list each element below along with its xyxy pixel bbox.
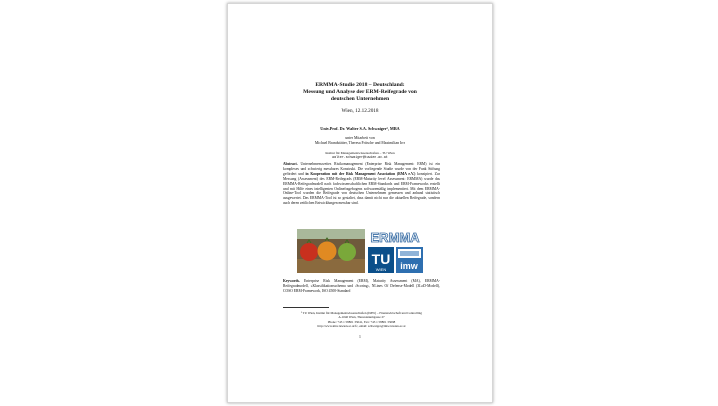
- abstract-text-1: Unternehmensweites Risikomanagement (Enterprise Risk Management: ERM) ist ein komplexes und schwierig messbares Konstrukt. Die vorliegende Studie wurde von der Funk Stiftung gefördert und: [283, 162, 440, 176]
- affiliation: [248, 151, 472, 160]
- collab-intro: unter Mitarbeit von: [345, 136, 375, 140]
- date-line: Wien, 12.12.2018: [341, 108, 379, 114]
- imw-logo: [396, 247, 423, 273]
- footnote-rule: [283, 307, 329, 308]
- footnote-line-3: Phone: +43 1 58801 33041, Fax: +43 1 58801 33098: [327, 319, 396, 324]
- page-number: 1: [359, 335, 361, 339]
- cover-figure: [297, 229, 423, 273]
- imw-logo-text: imw: [400, 261, 418, 271]
- ermma-logo-text: ERMMA: [370, 230, 420, 245]
- ermma-logo: [368, 229, 423, 246]
- abstract-text-2: konzipiert. Zur Messung (Assessment) des ERM-Reifegrads (ERM-Maturity level Assessment: ERMMA) wurde das ERMMA-Reifegradmodell nach fachwissenschaftlichen ERM-Standards und ERM-Frameworks erstellt und mit Hilfe eines intelligenten Onlinefragebogens softwaremäßig implementiert. Mit dem ERMMA-Online-Tool wurden die Reifegrade von deutschen Unternehmen gemessen und anhand statistisch ausgewertet. Das ERMMA-Tool ist so gestaltet, dass damit nicht nur die aktuellen Reifegrade, sondern auch deren zeitlichen Entwicklungen messbar sind.: [283, 171, 440, 206]
- document-page: [227, 3, 493, 403]
- orange-tomato-icon: [318, 242, 337, 261]
- institute-name: Institut für Managementwissenschaften – TU Wien: [325, 151, 395, 155]
- red-tomato-icon: [300, 243, 318, 261]
- green-tomato-icon: [338, 243, 356, 261]
- tu-logo-text: TU: [371, 251, 391, 267]
- keywords: [283, 279, 440, 294]
- collaborators: [248, 136, 472, 146]
- abstract-bold: in Kooperation mit der Risk Management Association (RMA e.V.): [305, 171, 416, 176]
- tu-wien-logo: [368, 247, 394, 273]
- footnote-line-2: A-1040 Wien, Theresianumgasse 27: [338, 315, 385, 320]
- keywords-text: Enterprise Risk Management (ERM), Maturity Assessment (MA), ERMMA-Reifegradmodell, »Klassifikationsschema und ›Scoring‹, NLines Of Defense-Modell (3LoD-Modell), COSO ERM-Framework, ISO 4500-Standard: [283, 279, 440, 293]
- wien-logo-text: WIEN: [375, 267, 387, 272]
- title-line-3: deutschen Unternehmen: [330, 96, 390, 102]
- author-line: Univ.Prof. Dr. Walter S.A. Schwaiger¹, MBA: [320, 126, 400, 131]
- footnote-line-4: http://www.imw.tuwien.ac.at/fc, email: schwaiger@imw.tuwien.ac.at: [317, 323, 406, 328]
- tomato-photo: [297, 229, 365, 273]
- collab-names: Michael Brandstätter, Theresa Fritsche und Maximilian Irrr: [314, 141, 406, 145]
- title-line-1: ERMMA-Studie 2018 – Deutschland:: [315, 82, 405, 88]
- abstract-label: Abstract.: [283, 162, 298, 166]
- author-email: walter.schwaiger@tuwien.ac.at: [332, 155, 388, 160]
- footnote: [283, 311, 440, 328]
- paper-title: [248, 82, 472, 103]
- abstract: [283, 162, 440, 206]
- title-line-2: Messung und Analyse der ERM-Reifegrade von: [303, 89, 417, 95]
- keywords-label: Keywords.: [283, 279, 300, 283]
- footnote-line-1: ¹ TU Wien, Institut für Managementwissenschaften (IMW) – Finanzwirtschaft und Controlling: [301, 311, 422, 315]
